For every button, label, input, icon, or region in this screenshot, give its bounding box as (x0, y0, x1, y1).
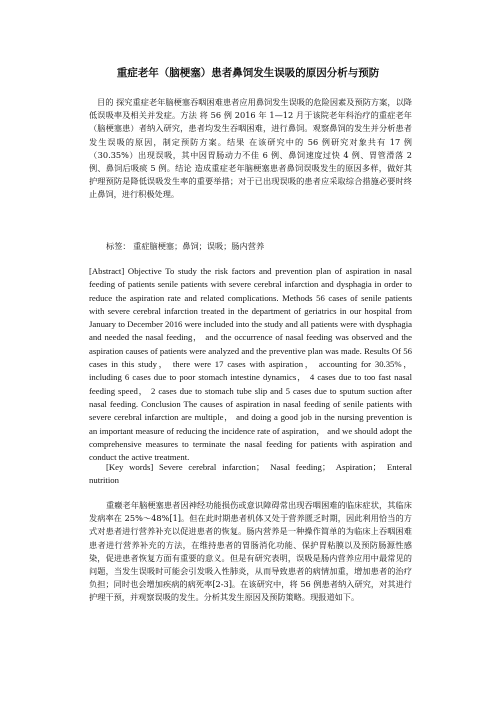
keywords-chinese: 标签： 重症脑梗塞；鼻饲；误吸；肠内营养 (106, 241, 265, 251)
abstract-english: [Abstract] Objective To study the risk factors and prevention plan of aspiration in nasal feeding of patients senile patients with severe cerebral infarction and dysphagia in order to reduce the aspiration rate and related complications. Methods 56 cases of senile patients with severe cerebral infarction treated in the department of geriatrics in our hospital from January to December 2016 were included into the study and all patients were with dysphagia and needed the nasal feeding， and the occurrence of nasal feeding was observed and the aspiration causes of patients were analyzed and the preventive plan was made. Results Of 56 cases in this study， there were 17 cases with aspiration， accounting for 30.35%， including 6 cases due to poor stomach intestine dynamics， 4 cases due to too fast nasal feeding speed， 2 cases due to stomach tube slip and 5 cases due to sputum suction after nasal feeding. Conclusion The causes of aspiration in nasal feeding of senile patients with severe cerebral infarction are multiple， and doing a good job in the nursing prevention is an important measure of reducing the incidence rate of aspiration， and we should adopt the comprehensive measures to terminate the nasal feeding for patients with aspiration and conduct the active treatment. (89, 266, 412, 463)
keywords-english: [Key words] Severe cerebral infarction； Nasal feeding； Aspiration； Enteral nutrition (89, 462, 412, 486)
introduction-paragraph: 重癥老年脑梗塞患者因神经功能损伤或意识障碍常出现吞咽困难的临床症状，其临床发病率在 25%～48%[1]。但在此时期患者机体又处于营养匮乏时期，因此利用恰当的方式对患者进行营养补充以促进患者的恢复。肠内营养是一种操作简单的为临床上吞咽困难患者进行营养补充的方法，在维持患者的胃肠消化功能、保护胃粘膜以及预防肠源性感染，促进患者恢复方面有重要的意义。但是有研究表明，误吸是肠内营养应用中最常见的问题，当发生误吸时可能会引发吸入性肺炎，从而导致患者的病情加重，增加患者的治疗负担；同时也会增加疾病的病死率[2-3]。在该研究中，将 56 例患者纳入研究，对其进行护理干预，并观察误吸的发生。分析其发生原因及预防策略。现报道如下。 (89, 500, 412, 603)
abstract-chinese: 目的 探究重症老年脑梗塞吞咽困难患者应用鼻饲发生误吸的危险因素及预防方案，以降低误吸率及相关并发症。方法 将 56 例 2016 年 1—12 月于该院老年科治疗的重症老年（脑梗塞患）者纳入研究，患者均发生吞咽困难，进行鼻饲。观察鼻饲的发生并分析患者发生误吸的原因，制定预防方案。结果 在该研究中的 56 例研究对象共有 17 例（30.35%）出现误吸，其中因胃肠动力不佳 6 例、鼻饲速度过快 4 例、胃管滑落 2 例、鼻饲后吸痰 5 例。结论 造成重症老年脑梗塞患者鼻饲误吸发生的原因多样，做好其护理预防是降低误吸发生率的重要举措；对于已出现误吸的患者应采取综合措施必要时终止鼻饲，进行积极处理。 (89, 97, 412, 200)
paper-title: 重症老年（脑梗塞）患者鼻饲发生误吸的原因分析与预防 (116, 67, 380, 79)
